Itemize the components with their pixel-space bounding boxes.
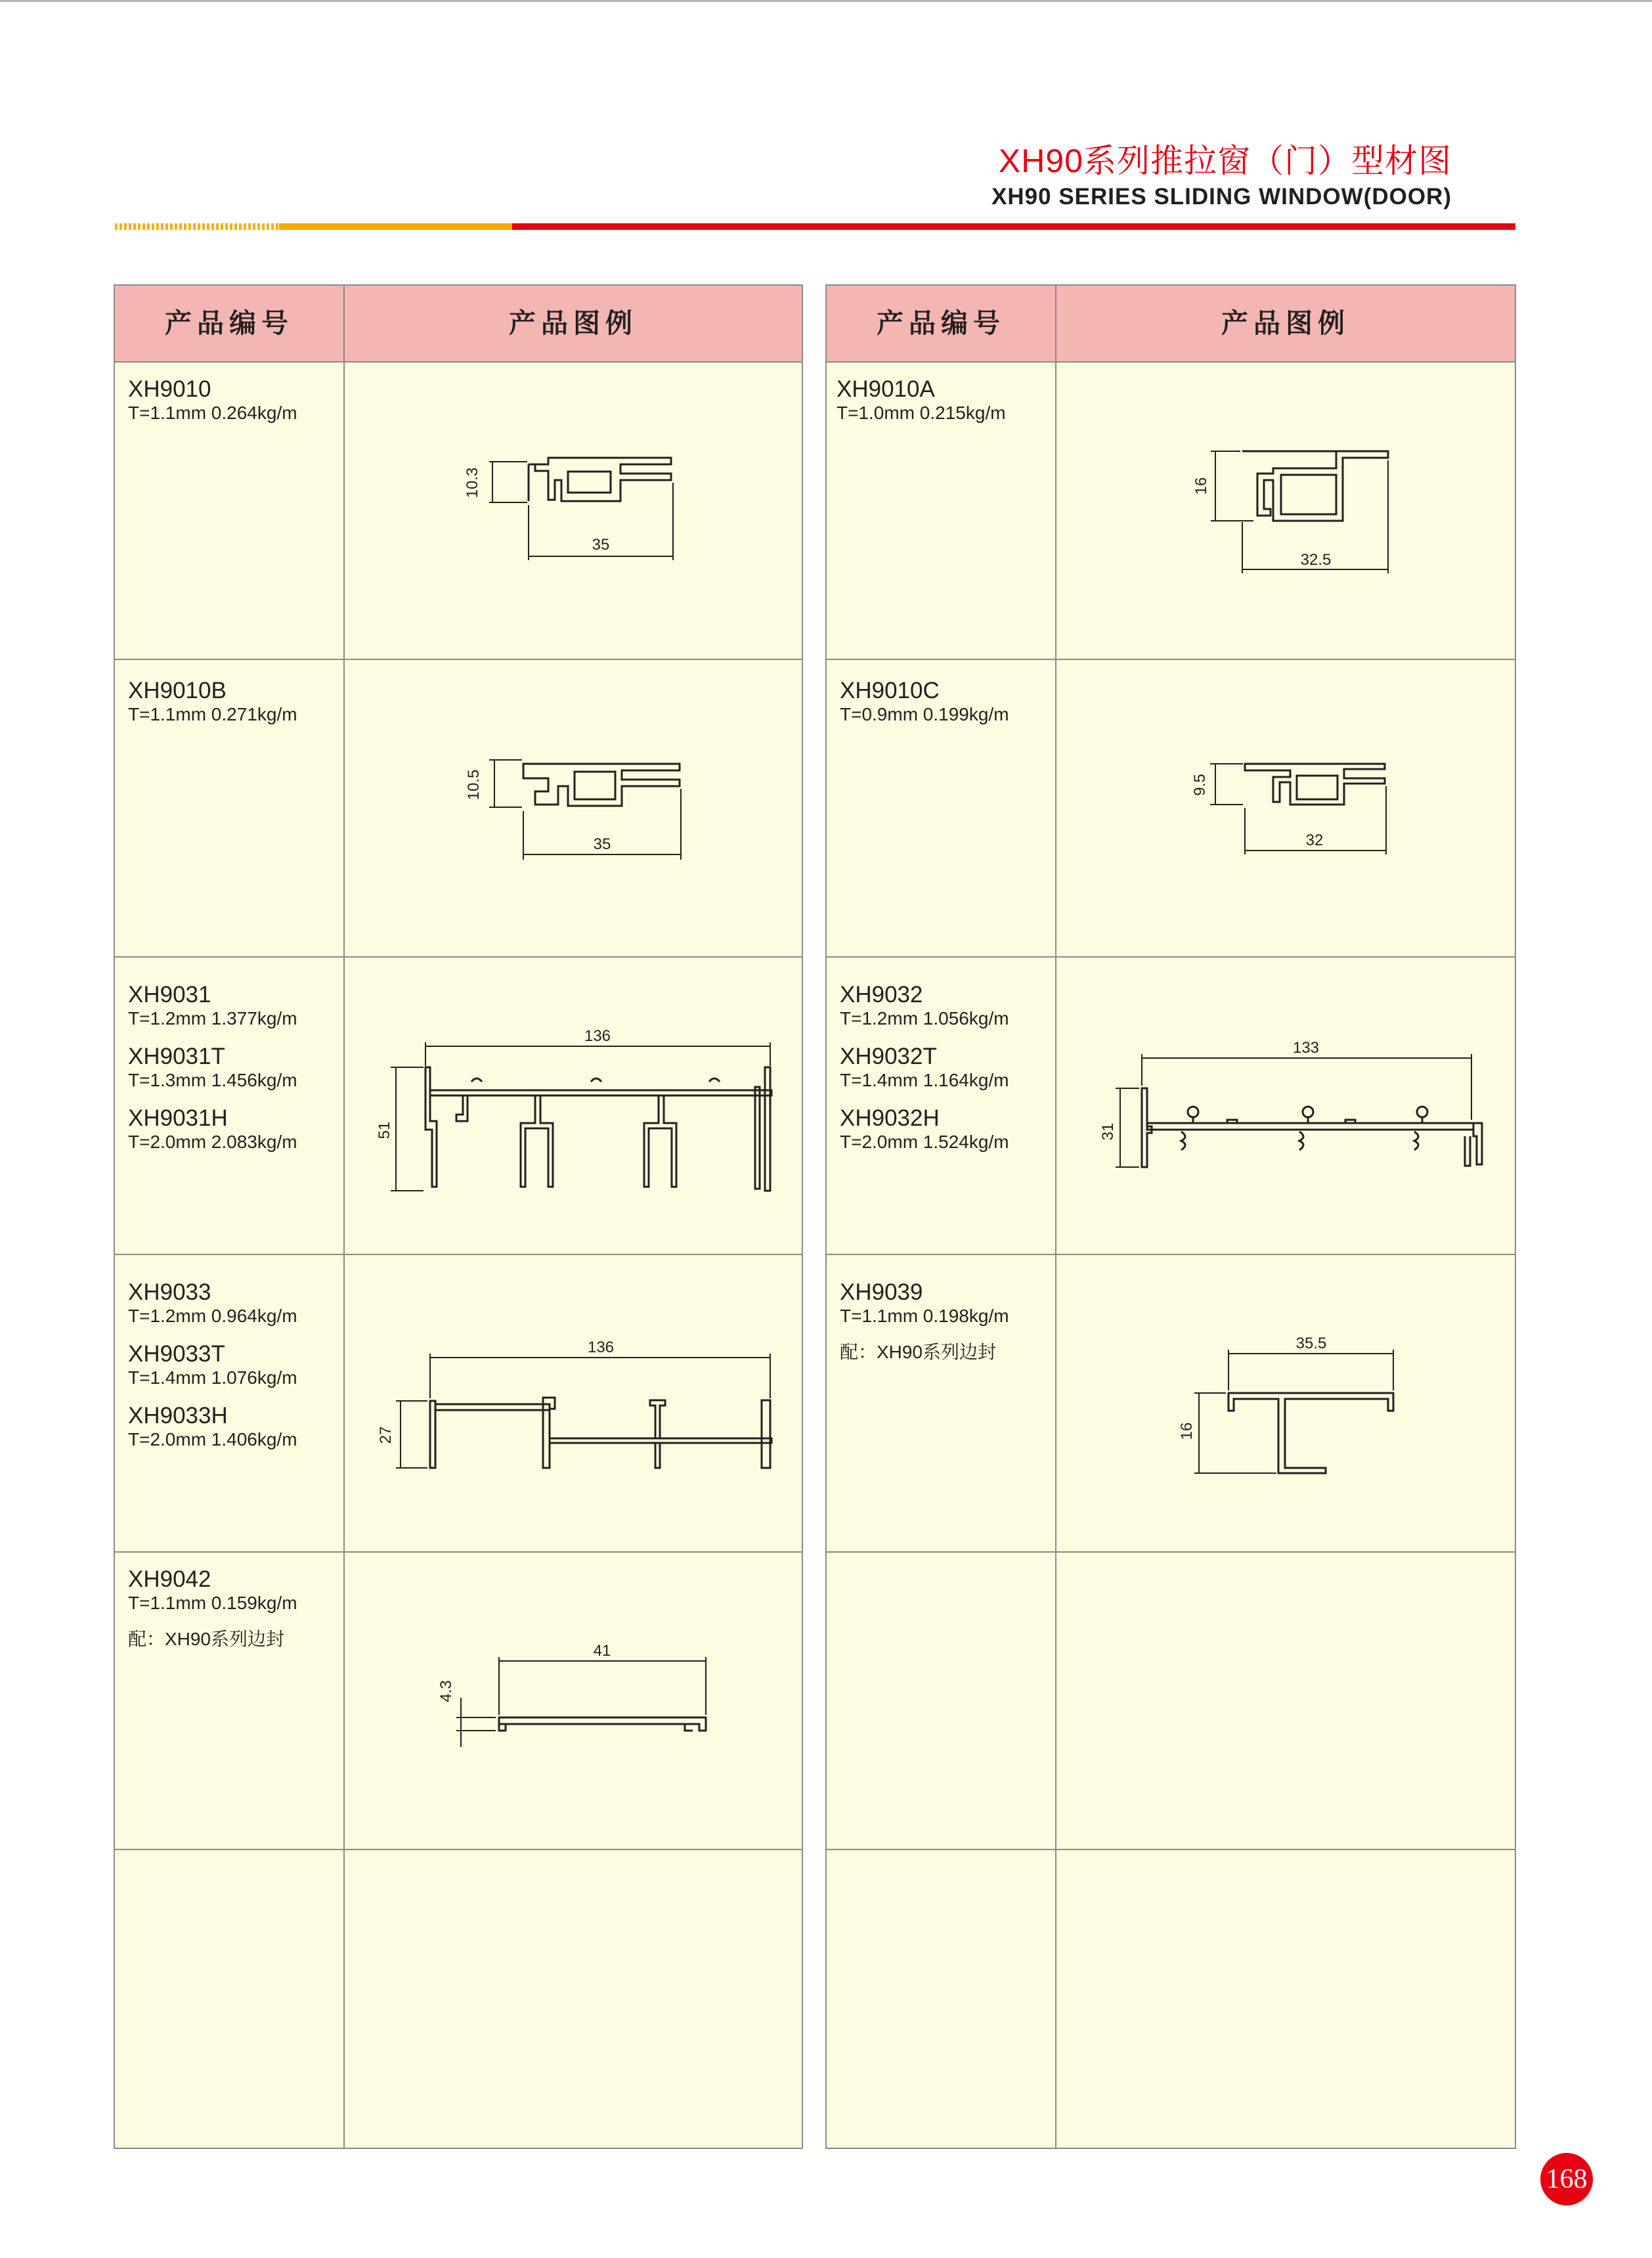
dimension-label: 10.5: [465, 769, 483, 801]
dimension-label: 31: [1099, 1122, 1117, 1141]
dimension-label: 9.5: [1191, 774, 1209, 796]
dimension-label: 35: [592, 536, 610, 554]
product-note: 配：XH90系列边封: [128, 1629, 285, 1649]
product-spec: T=1.0mm 0.215kg/m: [837, 403, 1006, 423]
dimension-label: 35.5: [1295, 1335, 1327, 1352]
product-code: XH9031T: [128, 1044, 225, 1069]
product-code: XH9042: [128, 1566, 211, 1592]
product-spec: T=1.2mm 1.056kg/m: [840, 1008, 1009, 1029]
product-code: XH9032H: [840, 1105, 940, 1131]
product-spec: T=1.1mm 0.198kg/m: [840, 1306, 1009, 1326]
profile-drawing-xh9039: [827, 286, 1517, 2150]
dimension-label: 32.5: [1300, 551, 1332, 569]
page-number: 168: [1540, 2153, 1593, 2205]
dimension-label: 136: [587, 1339, 615, 1356]
product-code: XH9039: [840, 1279, 923, 1305]
product-code: XH9010A: [837, 376, 935, 402]
product-note: 配：XH90系列边封: [840, 1342, 997, 1362]
product-spec: T=2.0mm 2.083kg/m: [128, 1132, 297, 1152]
product-spec: T=1.1mm 0.159kg/m: [128, 1593, 297, 1613]
dimension-label: 35: [593, 835, 611, 853]
profile-drawing-xh9042: [115, 286, 804, 2150]
product-spec: T=1.1mm 0.264kg/m: [128, 403, 297, 423]
dimension-label: 4.3: [437, 1680, 455, 1702]
dimension-label: 41: [593, 1642, 611, 1660]
product-code: XH9010B: [128, 678, 227, 703]
dimension-label: 16: [1178, 1422, 1196, 1440]
product-code: XH9031: [128, 982, 211, 1007]
header-product-figure: 产品图例: [509, 308, 638, 338]
dimension-label: 32: [1305, 831, 1324, 849]
product-spec: T=2.0mm 1.406kg/m: [128, 1429, 297, 1450]
right-product-table: [825, 284, 1516, 2149]
product-spec: T=1.3mm 1.456kg/m: [128, 1070, 297, 1090]
product-spec: T=1.4mm 1.164kg/m: [840, 1070, 1009, 1090]
product-spec: T=1.1mm 0.271kg/m: [128, 704, 297, 724]
header-product-figure: 产品图例: [1221, 308, 1350, 338]
product-code: XH9032T: [840, 1044, 937, 1069]
product-code: XH9032: [840, 982, 923, 1007]
product-spec: T=1.4mm 1.076kg/m: [128, 1367, 297, 1388]
dimension-label: 27: [377, 1426, 395, 1444]
product-spec: T=1.2mm 0.964kg/m: [128, 1306, 297, 1326]
product-code: XH9033T: [128, 1341, 225, 1367]
product-code: XH9010: [128, 376, 211, 402]
title-underline-bar: [115, 223, 1515, 230]
dimension-label: 136: [584, 1027, 611, 1045]
top-border-line: [0, 0, 1652, 2]
header-product-code: 产品编号: [165, 308, 293, 338]
product-spec: T=1.2mm 1.377kg/m: [128, 1008, 297, 1029]
page-title-english: XH90 SERIES SLIDING WINDOW(DOOR): [991, 184, 1452, 210]
dimension-label: 51: [376, 1121, 393, 1140]
product-code: XH9010C: [840, 678, 940, 703]
dimension-label: 10.3: [464, 467, 481, 498]
dimension-label: 16: [1192, 477, 1210, 495]
product-code: XH9033: [128, 1279, 211, 1305]
product-code: XH9031H: [128, 1105, 228, 1131]
header-product-code: 产品编号: [877, 308, 1005, 338]
page-title-chinese: XH90系列推拉窗（门）型材图: [998, 143, 1452, 179]
product-code: XH9033H: [128, 1403, 228, 1428]
product-spec: T=2.0mm 1.524kg/m: [840, 1132, 1009, 1152]
dimension-label: 133: [1292, 1039, 1320, 1057]
left-product-table: [114, 284, 803, 2149]
product-spec: T=0.9mm 0.199kg/m: [840, 704, 1009, 724]
